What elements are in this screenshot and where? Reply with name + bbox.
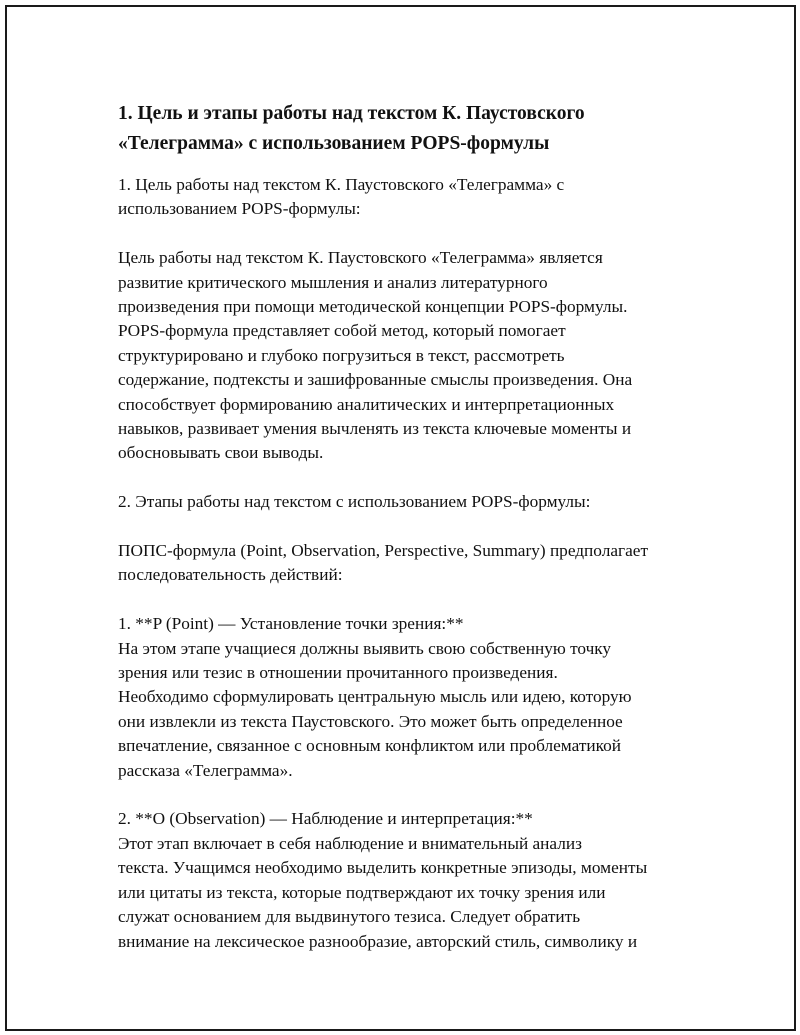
step-point-paragraph: 1. **P (Point) — Установление точки зрения:** На этом этапе учащиеся должны выявить свою собственную точку зрения или тезис в отношении прочитанного произведения. Необходимо сформулировать центральную мысль или идею, которую они извлекли из текста Паустовского. Это может быть определенное впечатление, связанное с основным конфликтом или проблематикой рассказа «Телеграмма». [118, 614, 632, 780]
paragraph-gap [118, 783, 708, 807]
page-frame [5, 5, 796, 1031]
document-body [118, 99, 708, 954]
paragraph-gap [118, 222, 708, 246]
stages-subheading: 2. Этапы работы над текстом с использованием POPS-формулы: [118, 492, 591, 512]
paragraph-gap [118, 588, 708, 612]
pops-intro-paragraph: ПОПС-формула (Point, Observation, Perspective, Summary) предполагает последовательность действий: [118, 541, 648, 585]
document-heading: 1. Цель и этапы работы над текстом К. Паустовского «Телеграмма» с использованием POPS-формулы [118, 103, 585, 154]
goal-paragraph: Цель работы над текстом К. Паустовского «Телеграмма» является развитие критического мышления и анализ литературного произведения при помощи методической концепции POPS-формулы. POPS-формула представляет собой метод, который помогает структурировано и глубоко погрузиться в текст, рассмотреть содержание, подтексты и зашифрованные смыслы произведения. Она способствует формированию аналитических и интерпретационных навыков, развивает умения вычленять из текста ключевые моменты и обосновывать свои выводы. [118, 248, 633, 463]
paragraph-gap [118, 466, 708, 490]
step-observation-paragraph: 2. **O (Observation) — Наблюдение и интерпретация:** Этот этап включает в себя наблюдение и внимательный анализ текста. Учащимся необходимо выделить конкретные эпизоды, моменты или цитаты из текста, которые подтверждают их точку зрения или служат основанием для выдвинутого тезиса. Следует обратить внимание на лексическое разнообразие, авторский стиль, символику и [118, 809, 648, 951]
goal-subheading: 1. Цель работы над текстом К. Паустовского «Телеграмма» с использованием POPS-формулы: [118, 175, 565, 219]
paragraph-gap [118, 515, 708, 539]
